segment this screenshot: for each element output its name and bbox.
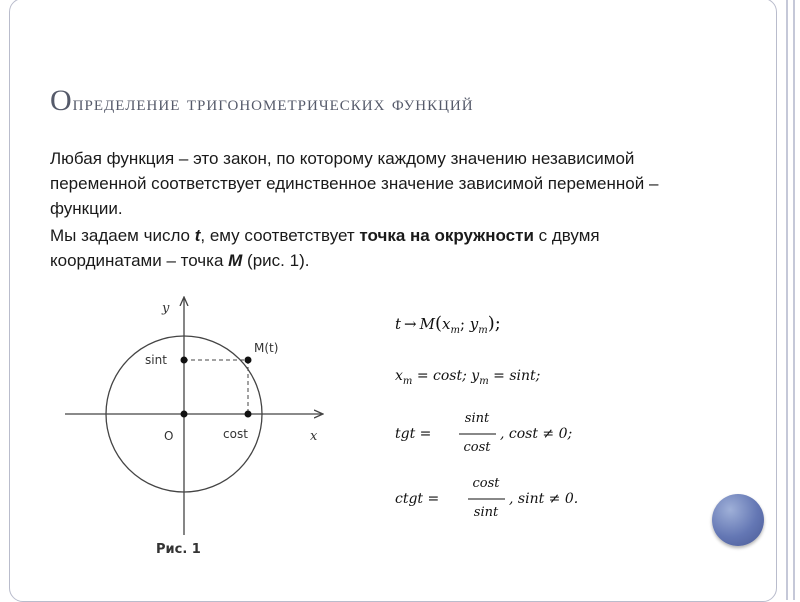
- unit-circle-figure: [60, 290, 340, 570]
- svg-text:, cost ≠ 0;: , cost ≠ 0;: [500, 426, 573, 442]
- svg-text:cost: cost: [463, 440, 491, 455]
- variable-M: M: [228, 251, 243, 270]
- figure-caption: Рис. 1: [156, 542, 201, 557]
- formula-block: [395, 305, 645, 535]
- right-rail-line: [793, 0, 795, 600]
- formula-coordinates: $x_m = \cos t$; $y_m = \sin t$;: [395, 368, 541, 387]
- paragraph-definition: Любая функция – это закон, по которому каждому значению независимой переменной соответствует единственное значение зависимой переменной – функции.: [50, 149, 659, 218]
- formula-t-to-M: $t \to M(x_m$; $y_m$);: [395, 313, 501, 336]
- title-rest: пределение тригонометрических функций: [72, 90, 474, 115]
- svg-text:sint: sint: [473, 505, 499, 520]
- title-first-letter: О: [50, 84, 73, 117]
- variable-t: t: [194, 226, 201, 245]
- origin-point: [181, 411, 188, 418]
- p2-text-4: (рис. 1).: [242, 251, 310, 270]
- point-M-label: M(t): [254, 341, 279, 355]
- formula-cotangent: [395, 476, 578, 520]
- sin-label: sint: [145, 353, 167, 367]
- svg-text:sint: sint: [464, 411, 490, 426]
- y-axis-label: y: [162, 301, 170, 316]
- p2-text-3: с двумя координатами – точка: [50, 226, 600, 270]
- svg-text:tgt =: tgt =: [395, 426, 432, 442]
- bold-phrase: точка на окружности: [359, 226, 534, 245]
- formula-tangent: [395, 411, 572, 455]
- cos-point: [245, 411, 252, 418]
- paragraph-point: [50, 223, 680, 273]
- svg-text:, sint ≠ 0.: , sint ≠ 0.: [509, 491, 579, 507]
- svg-text:ctgt =: ctgt =: [395, 491, 440, 507]
- cos-label: cost: [223, 427, 248, 441]
- right-rail-line: [786, 0, 788, 600]
- p2-text-1: Мы задаем число: [50, 226, 195, 245]
- decorative-bubble: [712, 494, 764, 546]
- svg-text:cost: cost: [472, 476, 500, 491]
- point-M: [245, 357, 252, 364]
- p2-text-2: , ему соответствует: [200, 226, 360, 245]
- origin-label: O: [164, 429, 174, 443]
- slide-title: [50, 84, 474, 118]
- sin-point: [181, 357, 188, 364]
- x-axis-label: x: [310, 429, 318, 444]
